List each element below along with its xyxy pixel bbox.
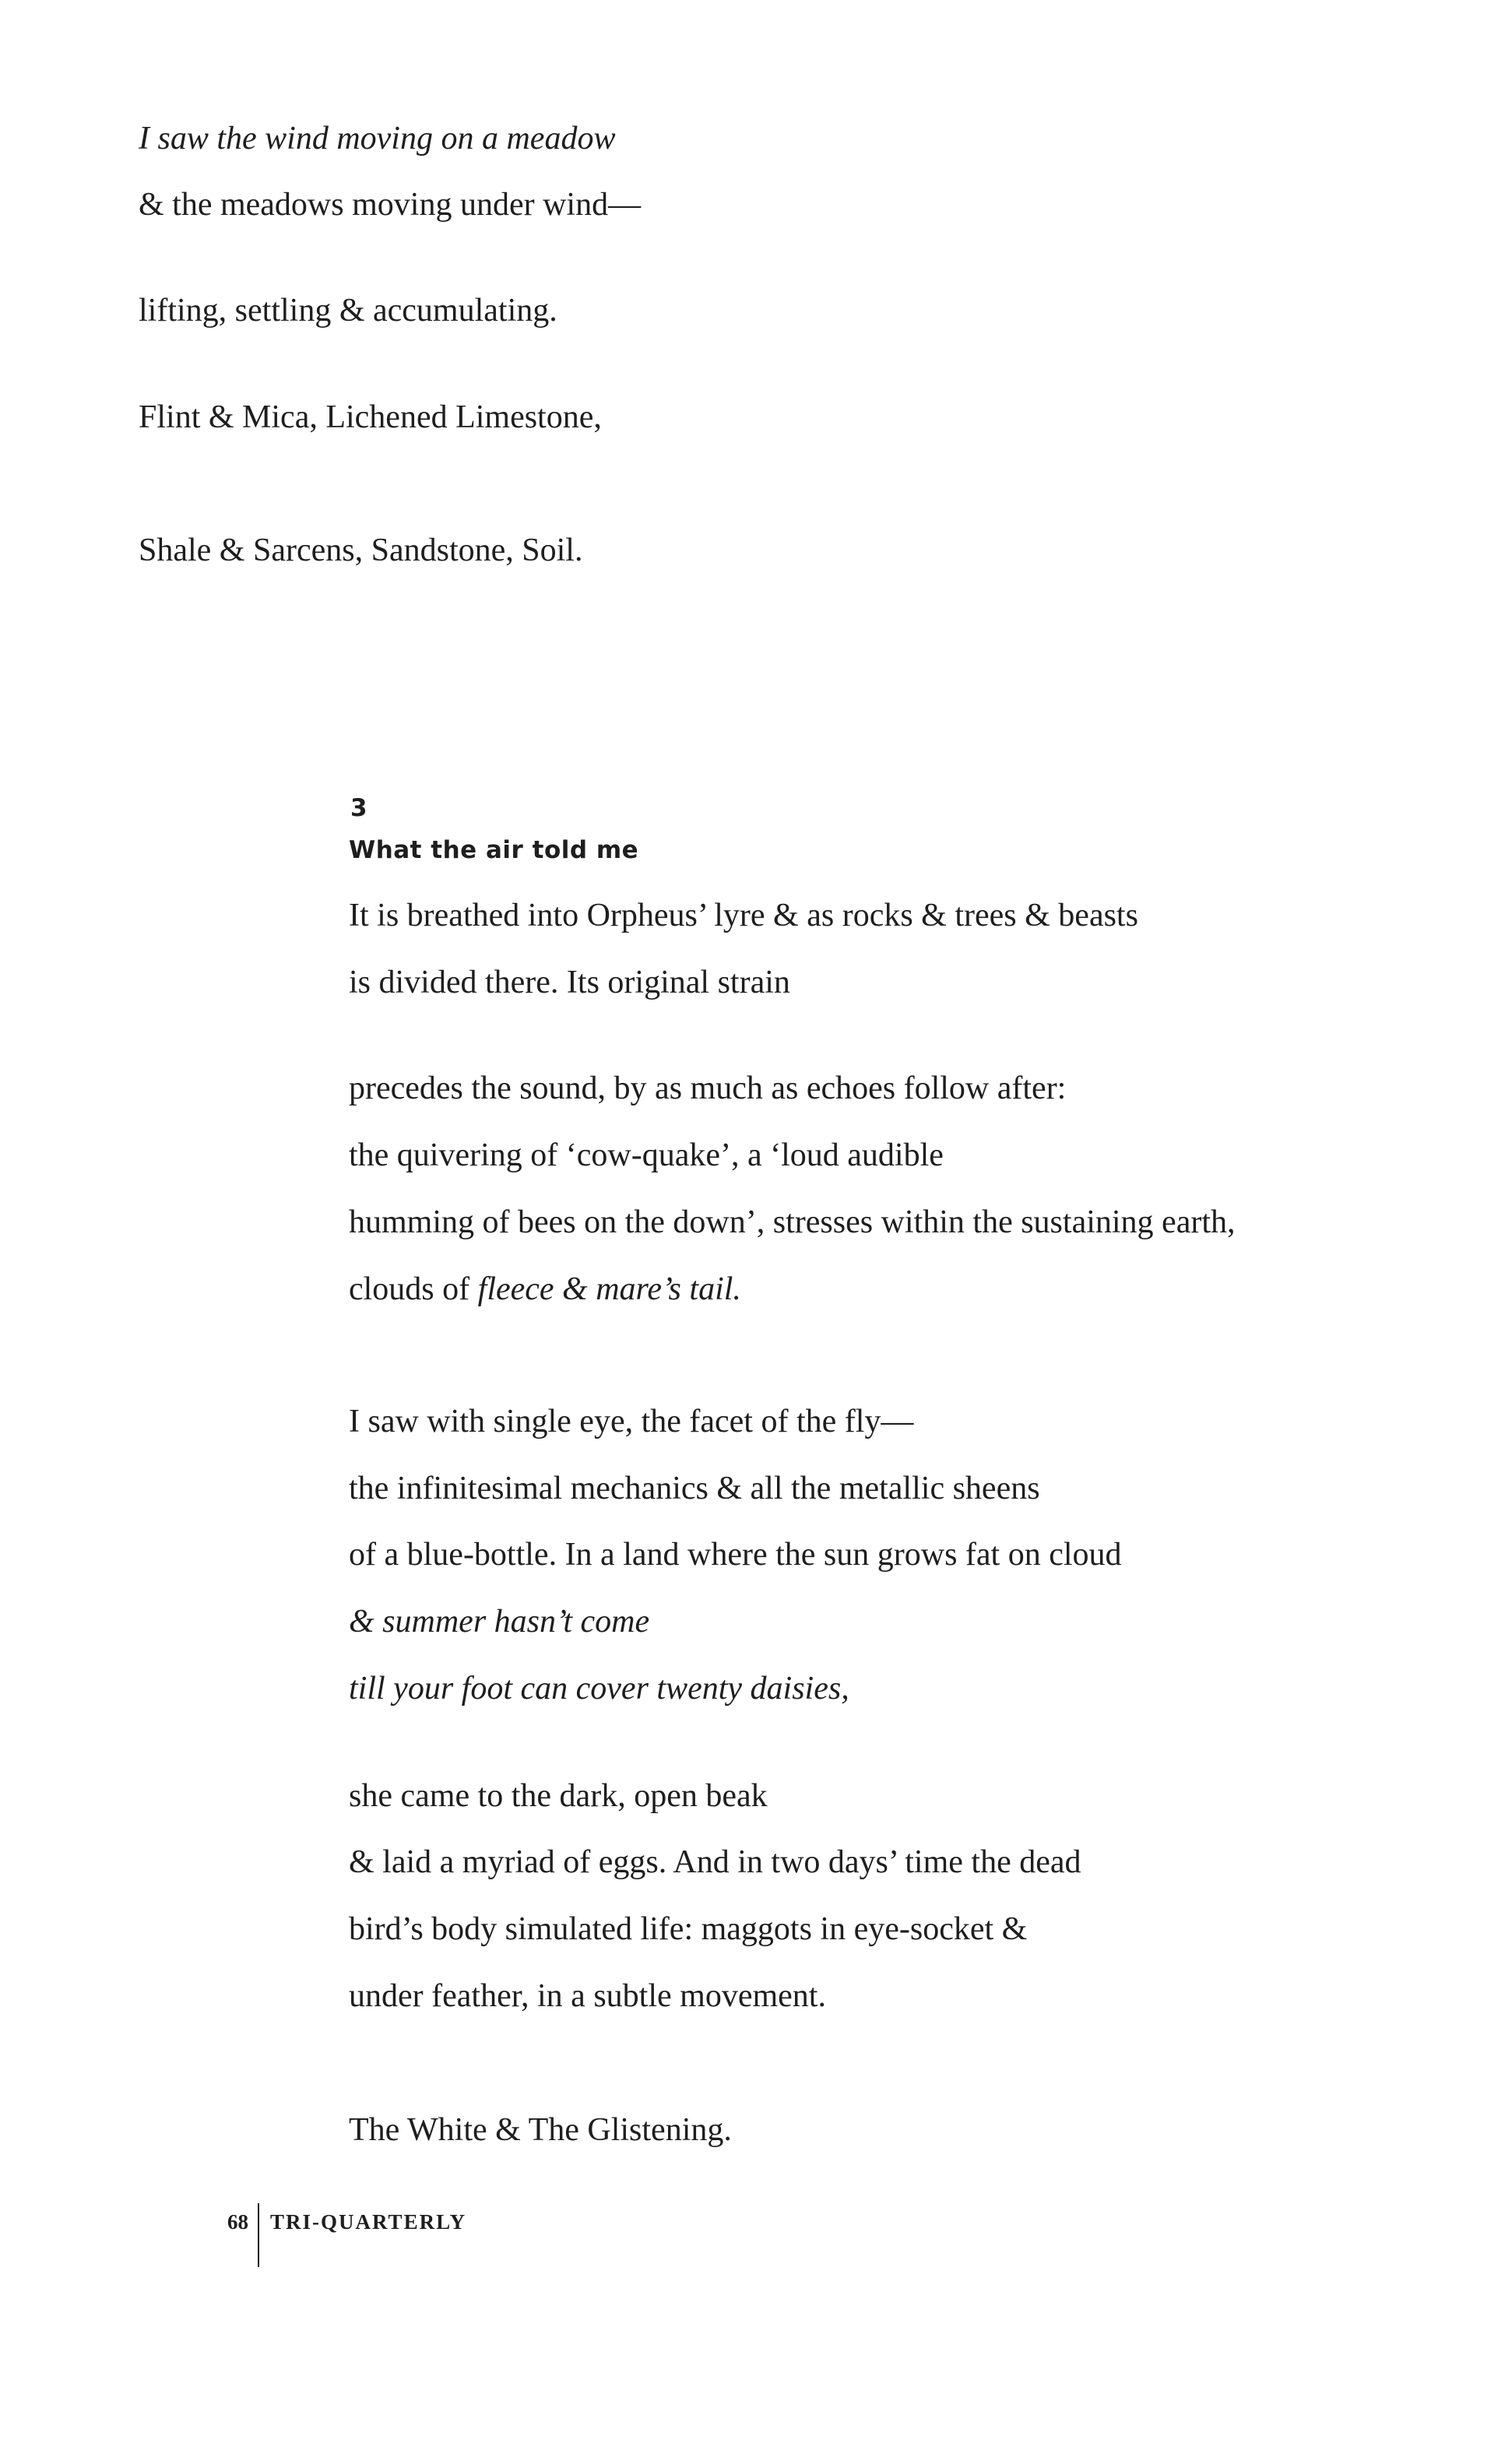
poem-line: under feather, in a subtle movement. (349, 1978, 826, 2014)
poem-line: I saw with single eye, the facet of the fly— (349, 1404, 914, 1439)
poem-line: Flint & Mica, Lichened Limestone, (139, 399, 602, 435)
poem-line: precedes the sound, by as much as echoes follow after: (349, 1070, 1067, 1106)
poem-line: & laid a myriad of eggs. And in two days’ time the dead (349, 1844, 1081, 1880)
poem-line: she came to the dark, open beak (349, 1778, 768, 1814)
section-number: 3 (350, 794, 367, 822)
journal-name: TRI-QUARTERLY (270, 2209, 467, 2234)
poem-line: of a blue-bottle. In a land where the sun grows fat on cloud (349, 1537, 1122, 1573)
page-number: 68 (227, 2209, 248, 2234)
poem-line: & summer hasn’t come (349, 1604, 650, 1640)
poem-line: Shale & Sarcens, Sandstone, Soil. (139, 533, 583, 568)
poem-line (349, 1270, 741, 1309)
poem-line: lifting, settling & accumulating. (139, 293, 557, 329)
poem-line: & the meadows moving under wind— (139, 187, 642, 223)
poem-line: bird’s body simulated life: maggots in eye-socket & (349, 1911, 1028, 1947)
page-footer (227, 2203, 466, 2241)
section-title: What the air told me (349, 836, 639, 864)
poem-line: humming of bees on the down’, stresses within the sustaining earth, (349, 1204, 1236, 1240)
poem-line: till your foot can cover twenty daisies, (349, 1671, 849, 1707)
poem-line: I saw the wind moving on a meadow (139, 121, 616, 156)
poem-line: The White & The Glistening. (349, 2112, 732, 2148)
poem-line: It is breathed into Orpheus’ lyre & as rocks & trees & beasts (349, 898, 1138, 933)
poem-text: clouds of (349, 1271, 478, 1307)
poem-text-italic: fleece & mare’s tail. (477, 1271, 741, 1307)
poem-line: the quivering of ‘cow-quake’, a ‘loud audible (349, 1137, 944, 1173)
poem-line: is divided there. Its original strain (349, 965, 790, 1000)
poem-line: the infinitesimal mechanics & all the metallic sheens (349, 1471, 1040, 1506)
